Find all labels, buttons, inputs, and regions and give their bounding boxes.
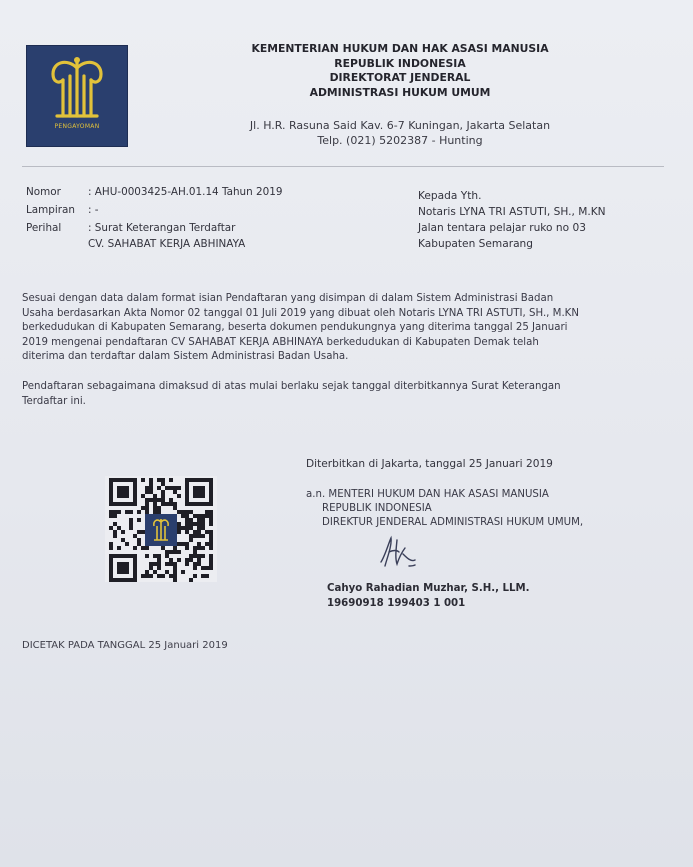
letterhead-address-block [230,118,570,148]
meta-lampiran-label: Lampiran [26,204,75,216]
meta-perihal-value: : Surat Keterangan Terdaftar [88,222,236,234]
body-p1-line-1: Sesuai dengan data dalam format isian Pendaftaran yang disimpan di dalam Sistem Administrasi Badan [22,293,554,304]
letterhead-division: ADMINISTRASI HUKUM UMUM [309,85,491,99]
meta-lampiran-value: : - [88,204,99,216]
signatory-on-behalf: a.n. MENTERI HUKUM DAN HAK ASASI MANUSIA [306,489,549,500]
body-p1-line-3: berkedudukan di Kabupaten Semarang, beserta dokumen pendukungnya yang diterima tanggal 25 Januari [22,322,568,334]
signatory-country: REPUBLIK INDONESIA [322,502,432,514]
body-p2-line-1: Pendaftaran sebagaimana dimaksud di atas mulai berlaku sejak tanggal diterbitkannya Surat Keterangan [22,381,561,392]
recipient-salutation: Kepada Yth. [418,190,482,202]
recipient-name: Notaris LYNA TRI ASTUTI, SH., M.KN [418,206,606,218]
meta-nomor-label: Nomor [26,186,61,198]
signatory-nip: 19690918 199403 1 001 [327,598,466,609]
meta-perihal-row [26,220,386,236]
body-p1-line-5: diterima dan terdaftar dalam Sistem Administrasi Badan Usaha. [22,351,349,363]
letterhead [230,42,570,100]
meta-nomor-row [26,184,386,200]
logo-text: PENGAYOMAN [54,123,100,130]
ministry-logo [26,45,128,147]
recipient-city: Kabupaten Semarang [418,238,534,250]
body-paragraph-2 [22,380,662,409]
recipient-block [418,188,606,252]
meta-perihal-company: CV. SAHABAT KERJA ABHINAYA [88,238,246,250]
recipient-street: Jalan tentara pelajar ruko no 03 [418,222,586,234]
printed-date: DICETAK PADA TANGGAL 25 Januari 2019 [22,640,228,651]
meta-nomor-value: : AHU-0003425-AH.01.14 Tahun 2019 [88,186,283,198]
meta-lampiran-row [26,202,386,218]
meta-perihal-row-2 [26,236,386,252]
letterhead-phone: Telp. (021) 5202387 - Hunting [317,134,483,147]
issued-place-date: Diterbitkan di Jakarta, tanggal 25 Januari 2019 [306,458,553,470]
body-p1-line-2: Usaha berdasarkan Akta Nomor 02 tanggal 01 Juli 2019 yang dibuat oleh Notaris LYNA TRI ASTUTI, SH., M.KN [22,307,579,319]
header-divider [22,166,664,167]
body-p2-line-2: Terdaftar ini. [22,395,86,407]
signatory-name-block [327,581,530,611]
signatory-name: Cahyo Rahadian Muzhar, S.H., LLM. [327,583,530,594]
signatory-title-block [306,488,583,529]
signatory-position: DIREKTUR JENDERAL ADMINISTRASI HUKUM UMUM, [322,516,584,528]
meta-perihal-label: Perihal [26,222,62,234]
handwritten-signature [375,532,425,574]
letterhead-directorate: DIREKTORAT JENDERAL [329,71,471,84]
letterhead-country: REPUBLIK INDONESIA [334,56,466,70]
body-p1-line-4: 2019 mengenai pendaftaran CV SAHABAT KERJA ABHINAYA berkedudukan di Kabupaten Demak telah [22,336,539,348]
letter-meta [26,184,386,254]
verification-qr-code [105,476,217,582]
letterhead-ministry: KEMENTERIAN HUKUM DAN HAK ASASI MANUSIA [251,42,549,55]
letterhead-address: Jl. H.R. Rasuna Said Kav. 6-7 Kuningan, Jakarta Selatan [249,119,551,132]
pengayoman-emblem-icon [27,46,127,146]
body-paragraph-1 [22,292,662,365]
